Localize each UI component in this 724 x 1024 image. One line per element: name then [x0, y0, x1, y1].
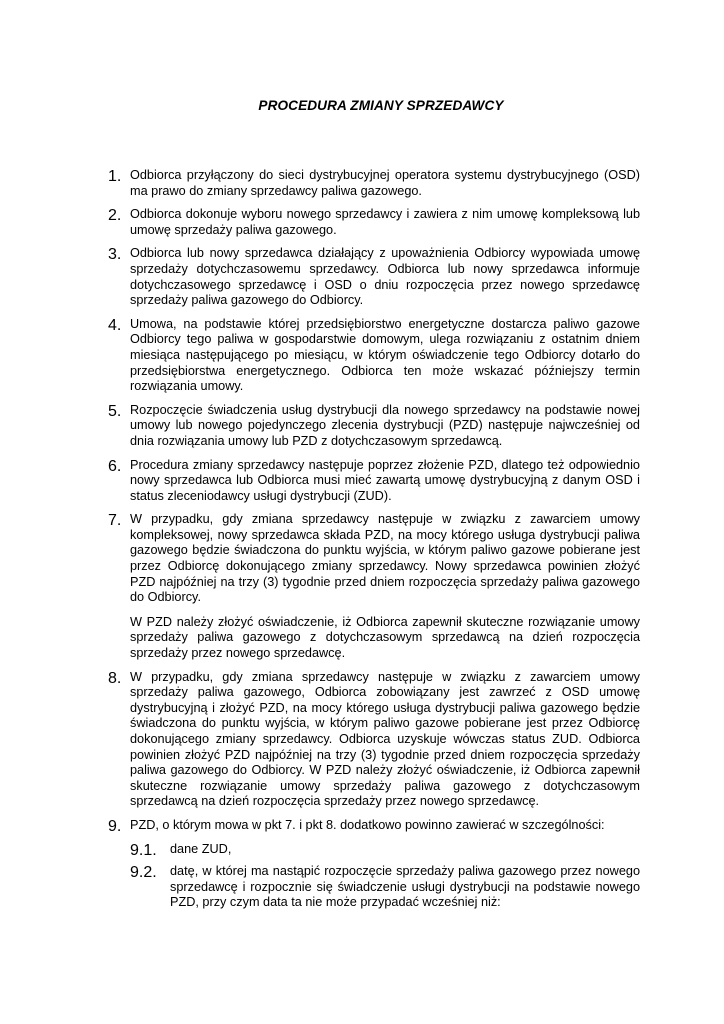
sub-list-item [130, 864, 640, 911]
item-number: 9. [108, 817, 122, 835]
list-item [108, 246, 640, 308]
item-text: Odbiorca przyłączony do sieci dystrybucyjnej operatora systemu dystrybucyjnego (OSD) ma prawo do zmiany sprzedawcy paliwa gazowego. [130, 168, 640, 198]
item-number: 5. [108, 402, 122, 420]
sub-item-text: datę, w której ma nastąpić rozpoczęcie sprzedaży paliwa gazowego przez nowego sprzedawcę i rozpocznie się świadczenie usługi dystrybucji na podstawie nowego PZD, przy czym data ta nie może przypadać wcześniej niż: [170, 864, 640, 910]
item-number: 3. [108, 246, 122, 264]
list-item [108, 403, 640, 450]
item-number: 1. [108, 168, 122, 185]
sub-list-item [130, 842, 640, 858]
item-number: 4. [108, 316, 122, 334]
list-item [108, 168, 640, 199]
list-item [108, 818, 640, 911]
item-text: Rozpoczęcie świadczenia usług dystrybucji dla nowego sprzedawcy na podstawie nowej umowy lub nowego pojedynczego zlecenia dystrybucji (PZD) następuje najwcześniej od dnia rozwiązania umowy lub PZD z dotychczasowym sprzedawcą. [130, 402, 640, 448]
item-number: 7. [108, 512, 122, 530]
list-item [108, 317, 640, 395]
item-text: Odbiorca lub nowy sprzedawca działający z upoważnienia Odbiorcy wypowiada umowę sprzedaży dotychczasowemu sprzedawcy. Odbiorca lub nowy sprzedawca informuje dotychczasowego sprzedawcę i OSD o dniu rozpoczęcia przez nowego sprzedawcę sprzedaży paliwa gazowego do Odbiorcy. [130, 246, 640, 308]
item-number: 6. [108, 457, 122, 475]
item-text: W przypadku, gdy zmiana sprzedawcy następuje w związku z zawarciem umowy sprzedaży paliwa gazowego, Odbiorca zobowiązany jest zawrzeć z OSD umowę dystrybucyjną i złożyć PZD, na mocy którego usługa dystrybucji paliwa gazowego będzie świadczona do punktu wyjścia, w którym paliwo gazowe pobierane jest przez Odbiorcę dokonującego zmiany sprzedawcy. Odbiorca uzyskuje wówczas status ZUD. Odbiorca powinien złożyć PZD najpóźniej na trzy (3) tygodnie przed dniem rozpoczęcia sprzedaży paliwa gazowego do Odbiorcy. W PZD należy złożyć oświadczenie, iż Odbiorca zapewnił skuteczne rozwiązanie umowy sprzedaży paliwa gazowego z dotychczasowym sprzedawcą na dzień rozpoczęcia sprzedaży przez nowego sprzedawcę. [130, 669, 640, 809]
list-item [108, 670, 640, 810]
item-text: Procedura zmiany sprzedawcy następuje poprzez złożenie PZD, dlatego też odpowiednio nowy sprzedawca lub Odbiorca musi mieć zawartą umowę dystrybucyjną z danym OSD i status zleceniodawcy usługi dystrybucji (ZUD). [130, 457, 640, 503]
item-text: Umowa, na podstawie której przedsiębiorstwo energetyczne dostarcza paliwo gazowe Odbiorcy tego paliwa w gospodarstwie domowym, ulega rozwiązaniu z ostatnim dniem miesiąca następującego po miesiącu, w którym oświadczenie tego Odbiorcy dotarło do przedsiębiorstwa energetycznego. Odbiorca ten może wskazać późniejszy termin rozwiązania umowy. [130, 316, 640, 394]
sub-item-number: 9.1. [130, 841, 157, 859]
sub-list [130, 842, 640, 911]
list-item [108, 458, 640, 505]
item-text: Odbiorca dokonuje wyboru nowego sprzedawcy i zawiera z nim umowę kompleksową lub umowę sprzedaży paliwa gazowego. [130, 207, 640, 237]
document-title: PROCEDURA ZMIANY SPRZEDAWCY [258, 98, 504, 113]
sub-item-text: dane ZUD, [170, 841, 232, 856]
item-text-continuation: W PZD należy złożyć oświadczenie, iż Odbiorca zapewnił skuteczne rozwiązanie umowy sprzedaży paliwa gazowego z dotychczasowym sprzedawcą na dzień rozpoczęcia sprzedaży przez nowego sprzedawcę. [130, 614, 640, 661]
sub-item-number: 9.2. [130, 864, 157, 882]
list-item [108, 207, 640, 238]
item-text: PZD, o którym mowa w pkt 7. i pkt 8. dodatkowo powinno zawierać w szczególności: [130, 817, 605, 832]
item-number: 2. [108, 207, 122, 225]
item-text: W przypadku, gdy zmiana sprzedawcy następuje w związku z zawarciem umowy kompleksowej, nowy sprzedawca składa PZD, na mocy którego usługa dystrybucji paliwa gazowego będzie świadczona do punktu wyjścia, w którym paliwo gazowe pobierane jest przez Odbiorcę dokonującego zmiany sprzedawcy. Nowy sprzedawca powinien złożyć PZD najpóźniej na trzy (3) tygodnie przed dniem rozpoczęcia sprzedaży paliwa gazowego do Odbiorcy. [130, 512, 640, 605]
item-number: 8. [108, 669, 122, 687]
list-item [108, 512, 640, 661]
procedure-list [108, 168, 640, 911]
